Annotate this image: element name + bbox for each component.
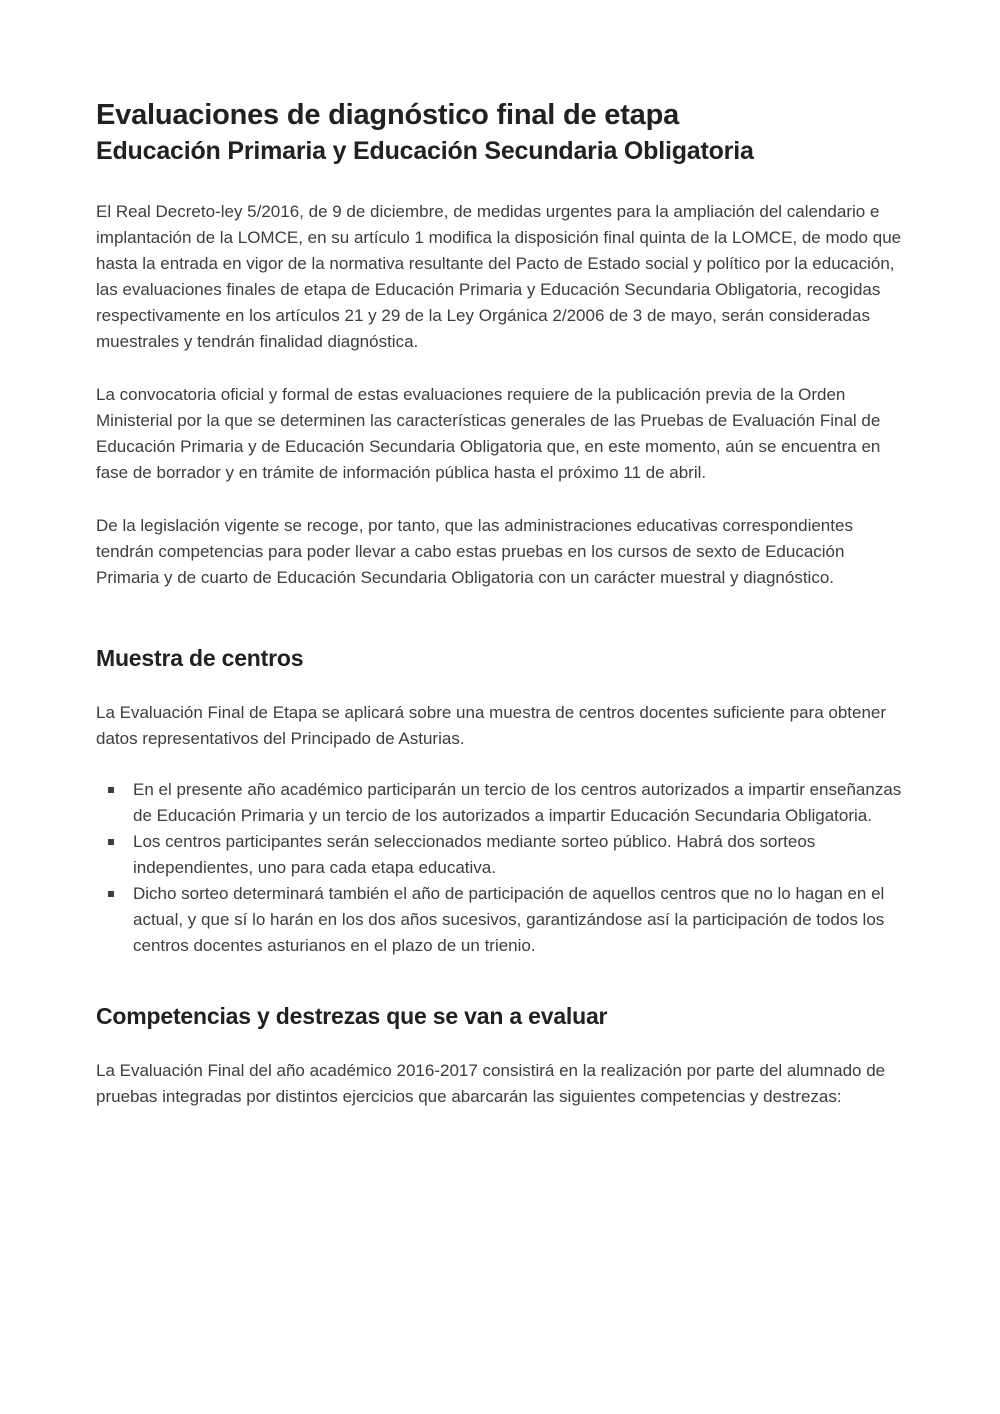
section-heading-competencias: Competencias y destrezas que se van a evaluar [96, 1003, 608, 1029]
list-item [108, 881, 904, 959]
bullet-list [96, 777, 904, 959]
intro-paragraph-3: De la legislación vigente se recoge, por tanto, que las administraciones educativas correspondientes tendrán competencias para poder llevar a cabo estas pruebas en los cursos de sexto de Educación Primaria y de cuarto de Educación Secundaria Obligatoria con un carácter muestral y diagnóstico. [96, 516, 853, 587]
list-item-text: Dicho sorteo determinará también el año de participación de aquellos centros que no lo hagan en el actual, y que sí lo harán en los dos años sucesivos, garantizándose así la participación de todos los centros docentes asturianos en el plazo de un trienio. [133, 884, 885, 955]
section-paragraph-muestra: La Evaluación Final de Etapa se aplicará sobre una muestra de centros docentes suficiente para obtener datos representativos del Principado de Asturias. [96, 703, 887, 748]
list-item-text: En el presente año académico participarán un tercio de los centros autorizados a impartir enseñanzas de Educación Primaria y un tercio de los autorizados a impartir Educación Secundaria Obligatoria. [133, 780, 902, 825]
bullet-square-icon [108, 891, 114, 897]
page-subtitle: Educación Primaria y Educación Secundaria Obligatoria [96, 137, 754, 165]
list-item-text: Los centros participantes serán seleccionados mediante sorteo público. Habrá dos sorteos independientes, uno para cada etapa educativa. [133, 832, 816, 877]
section-heading-muestra-de-centros: Muestra de centros [96, 645, 304, 671]
list-item [108, 777, 904, 829]
list-item [108, 829, 904, 881]
intro-paragraph-1: El Real Decreto-ley 5/2016, de 9 de diciembre, de medidas urgentes para la ampliación del calendario e implantación de la LOMCE, en su artículo 1 modifica la disposición final quinta de la LOMCE, de modo que hasta la entrada en vigor de la normativa resultante del Pacto de Estado social y político por la educación, las evaluaciones finales de etapa de Educación Primaria y Educación Secundaria Obligatoria, recogidas respectivamente en los artículos 21 y 29 de la Ley Orgánica 2/2006 de 3 de mayo, serán consideradas muestrales y tendrán finalidad diagnóstica. [96, 202, 902, 351]
page-title: Evaluaciones de diagnóstico final de etapa [96, 99, 680, 131]
bullet-square-icon [108, 839, 114, 845]
bullet-square-icon [108, 787, 114, 793]
intro-paragraph-2: La convocatoria oficial y formal de estas evaluaciones requiere de la publicación previa de la Orden Ministerial por la que se determinen las características generales de las Pruebas de Evaluación Final de Educación Primaria y de Educación Secundaria Obligatoria que, en este momento, aún se encuentra en fase de borrador y en trámite de información pública hasta el próximo 11 de abril. [96, 385, 881, 482]
section-paragraph-competencias: La Evaluación Final del año académico 2016-2017 consistirá en la realización por parte del alumnado de pruebas integradas por distintos ejercicios que abarcarán las siguientes competencias y destrezas: [96, 1061, 886, 1106]
